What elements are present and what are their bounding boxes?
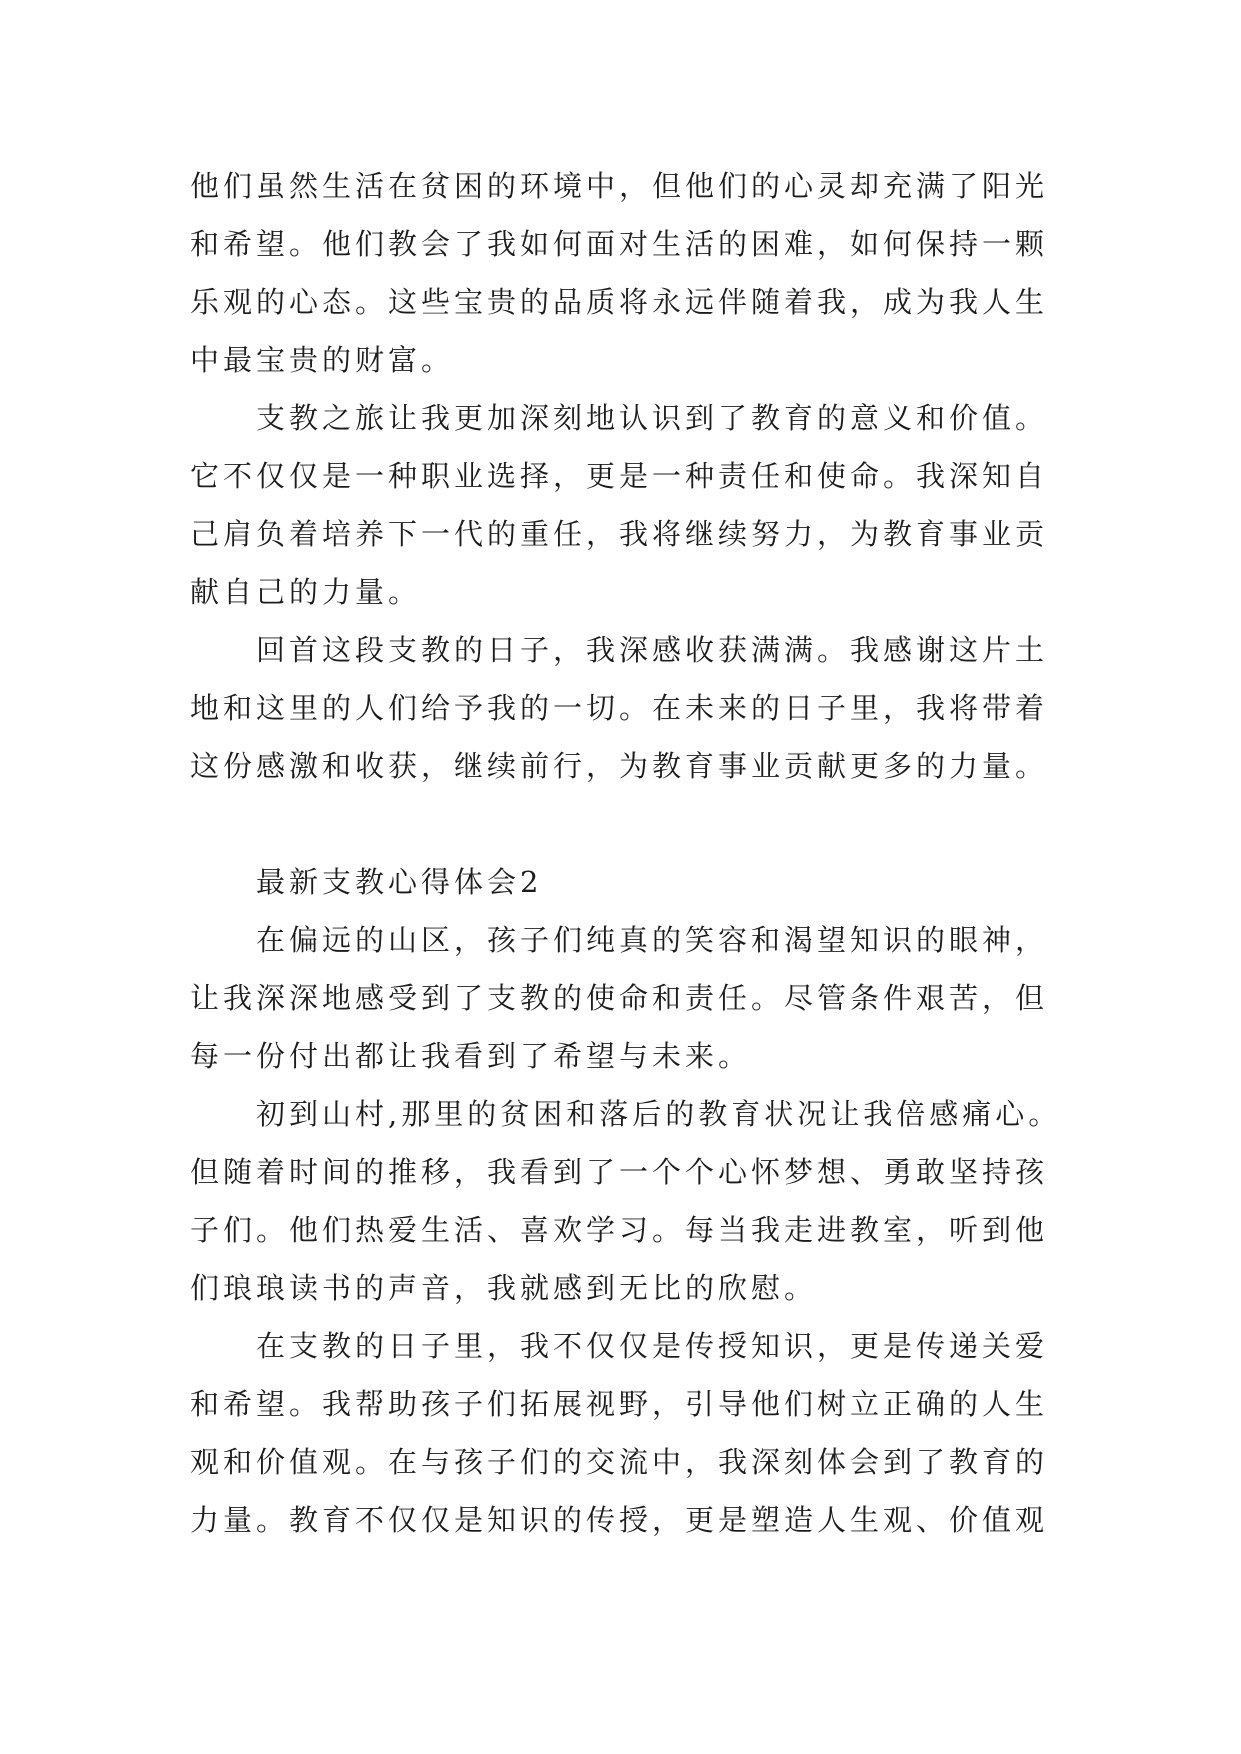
blank-line [190,795,1241,853]
paragraph [190,911,1241,1085]
text-line: 们琅琅读书的声音，我就感到无比的欣慰。 [190,1271,818,1305]
section-heading: 最新支教心得体会2 [256,865,543,899]
paragraph [190,389,1241,621]
text-line: 献自己的力量。 [190,575,422,609]
text-line: 中最宝贵的财富。 [190,343,455,377]
paragraph [190,621,1241,795]
text-line: 力量。教育不仅仅是知识的传授，更是塑造人生观、价值观 [190,1503,1049,1537]
text-line: 支教之旅让我更加深刻地认识到了教育的意义和价值。 [256,401,1049,435]
text-line: 回首这段支教的日子，我深感收获满满。我感谢这片土 [256,633,1049,667]
text-line: 和希望。他们教会了我如何面对生活的困难，如何保持一颗 [190,227,1049,261]
text-line: 它不仅仅是一种职业选择，更是一种责任和使命。我深知自 [190,459,1049,493]
text-line: 乐观的心态。这些宝贵的品质将永远伴随着我，成为我人生 [190,285,1049,319]
text-line: 和希望。我帮助孩子们拓展视野，引导他们树立正确的人生 [190,1387,1049,1421]
text-line: 在支教的日子里，我不仅仅是传授知识，更是传递关爱 [256,1329,1049,1363]
text-line: 己肩负着培养下一代的重任，我将继续努力，为教育事业贡 [190,517,1049,551]
essay-2 [190,853,1241,1549]
text-line: 他们虽然生活在贫困的环境中，但他们的心灵却充满了阳光 [190,169,1049,203]
paragraph [190,157,1241,389]
paragraph [190,1085,1241,1317]
text-line: 这份感激和收获，继续前行，为教育事业贡献更多的力量。 [190,749,1049,783]
text-line: 观和价值观。在与孩子们的交流中，我深刻体会到了教育的 [190,1445,1049,1479]
text-line: 子们。他们热爱生活、喜欢学习。每当我走进教室，听到他 [190,1213,1049,1247]
paragraph [190,1317,1241,1549]
text-line: 每一份付出都让我看到了希望与未来。 [190,1039,752,1073]
essay-1-continuation [190,157,1241,795]
text-line: 但随着时间的推移，我看到了一个个心怀梦想、勇敢坚持孩 [190,1155,1049,1189]
text-line: 在偏远的山区，孩子们纯真的笑容和渴望知识的眼神， [256,923,1049,957]
text-line: 让我深深地感受到了支教的使命和责任。尽管条件艰苦，但 [190,981,1049,1015]
text-line: 地和这里的人们给予我的一切。在未来的日子里，我将带着 [190,691,1049,725]
text-line: 初到山村,那里的贫困和落后的教育状况让我倍感痛心。 [256,1097,1062,1131]
